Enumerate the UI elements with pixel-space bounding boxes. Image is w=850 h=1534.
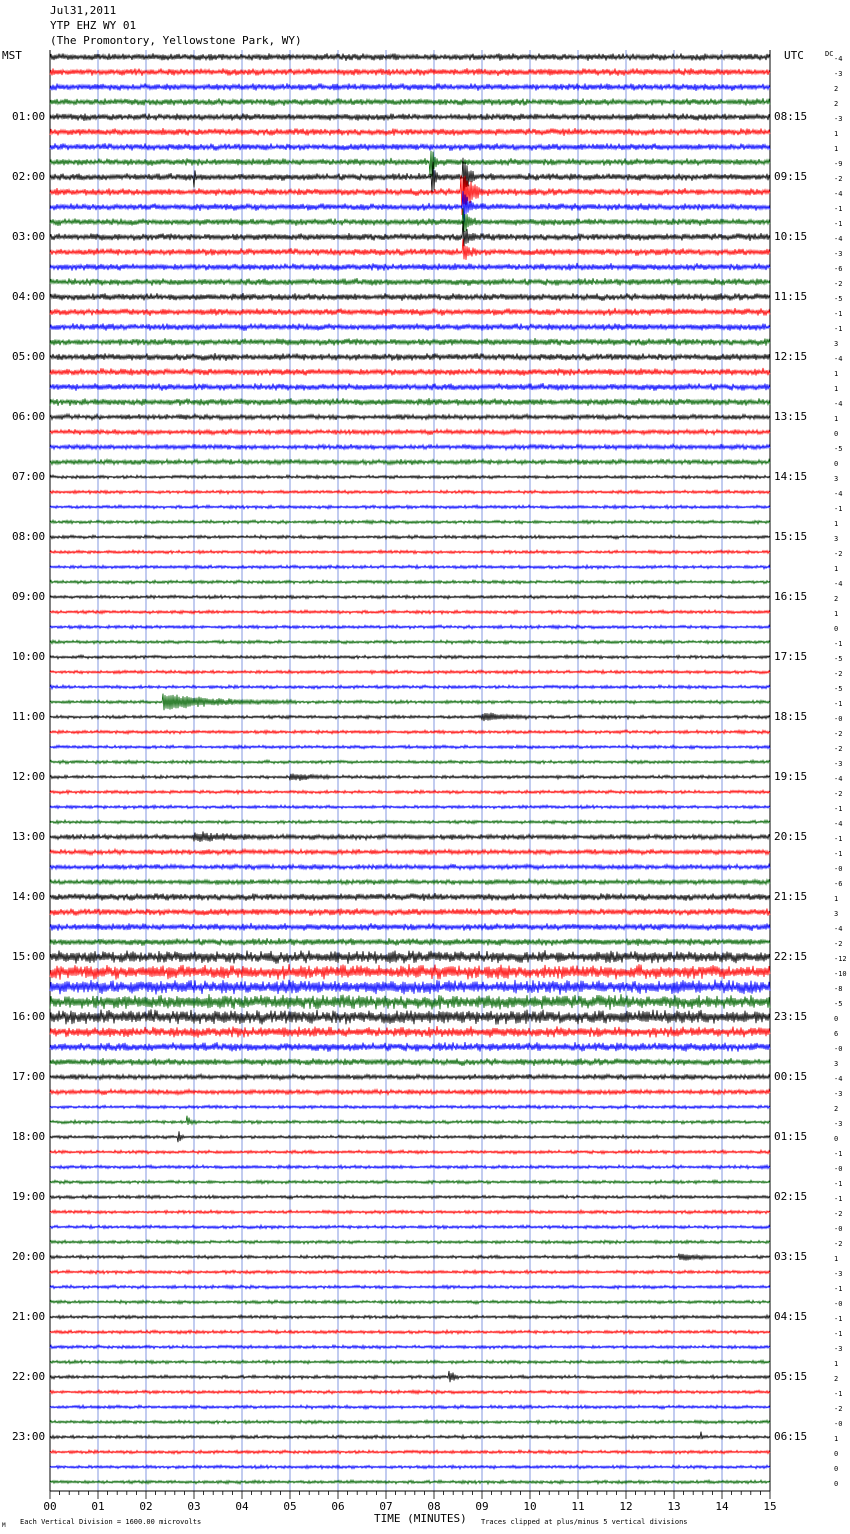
trace-row-79 (50, 1240, 770, 1244)
right-hour-label: 01:15 (774, 1130, 808, 1143)
trace-row-59 (50, 938, 770, 946)
dc-offset: -6 (834, 265, 843, 273)
left-hour-label: 08:00 (12, 530, 46, 543)
right-hour-label: 19:15 (774, 770, 808, 783)
dc-offset: 0 (834, 625, 839, 633)
dc-offset: -5 (834, 445, 843, 453)
right-hour-label: 17:15 (774, 650, 808, 663)
dc-offset: -3 (834, 70, 843, 78)
dc-offset: 1 (834, 895, 839, 903)
trace-row-67 (50, 1058, 770, 1066)
corner-mark: M (2, 1522, 6, 1529)
x-tick-label: 12 (619, 1500, 633, 1513)
trace-row-17 (50, 308, 770, 316)
dc-offset: -0 (834, 865, 843, 873)
trace-row-64 (50, 1009, 770, 1024)
trace-row-30 (50, 505, 770, 509)
trace-row-81 (50, 1270, 770, 1274)
right-hour-label: 13:15 (774, 410, 808, 423)
left-hour-label: 17:00 (12, 1070, 46, 1083)
right-hour-label: 20:15 (774, 830, 808, 843)
trace-row-4 (50, 113, 770, 121)
dc-offset: -3 (834, 760, 843, 768)
x-tick-label: 03 (187, 1500, 201, 1513)
left-hour-label: 04:00 (12, 290, 46, 303)
dc-offset: -4 (834, 400, 843, 408)
trace-row-32 (50, 535, 770, 539)
left-hour-label: 06:00 (12, 410, 46, 423)
dc-offset: -0 (834, 1300, 843, 1308)
trace-row-35 (50, 580, 770, 584)
plot-date: Jul31,2011 (50, 4, 117, 17)
dc-offset: -4 (834, 235, 843, 243)
trace-row-20 (50, 353, 770, 361)
trace-row-93 (50, 1450, 770, 1454)
trace-row-27 (50, 459, 770, 465)
trace-row-83 (50, 1300, 770, 1304)
dc-offset: -2 (834, 1240, 843, 1248)
dc-offset: -4 (834, 490, 843, 498)
left-hour-label: 12:00 (12, 770, 46, 783)
dc-offset: -2 (834, 175, 843, 183)
dc-offset: 2 (834, 1105, 839, 1113)
trace-row-53 (50, 849, 770, 855)
dc-offset: 6 (834, 1030, 839, 1038)
dc-offset: 0 (834, 1450, 839, 1458)
seismic-traces (50, 53, 770, 1484)
dc-offset: 0 (834, 1015, 839, 1023)
dc-offset: -1 (834, 1150, 843, 1158)
trace-row-2 (50, 83, 770, 91)
dc-offset: 1 (834, 1255, 839, 1263)
x-tick-label: 08 (427, 1500, 441, 1513)
x-axis-title: TIME (MINUTES) (374, 1512, 467, 1525)
trace-row-5 (50, 128, 770, 136)
dc-offset: -2 (834, 670, 843, 678)
right-hour-label: 21:15 (774, 890, 808, 903)
trace-row-22 (50, 383, 770, 391)
trace-row-66 (50, 1042, 770, 1052)
left-hour-label: 05:00 (12, 350, 46, 363)
dc-offset: 0 (834, 1480, 839, 1488)
left-hour-label: 22:00 (12, 1370, 46, 1383)
dc-offset: 2 (834, 1375, 839, 1383)
dc-offset: -0 (834, 1420, 843, 1428)
right-hour-label: 16:15 (774, 590, 808, 603)
dc-offset: 1 (834, 565, 839, 573)
dc-offset: -4 (834, 355, 843, 363)
dc-offset: -1 (834, 325, 843, 333)
trace-row-85 (50, 1330, 770, 1334)
x-tick-label: 09 (475, 1500, 489, 1513)
left-hour-label: 02:00 (12, 170, 46, 183)
trace-row-24 (50, 414, 770, 420)
dc-offset: -3 (834, 1120, 843, 1128)
dc-offset: -1 (834, 1195, 843, 1203)
dc-offset: -4 (834, 580, 843, 588)
dc-offset: -0 (834, 1165, 843, 1173)
trace-row-21 (50, 368, 770, 376)
trace-row-13 (50, 239, 770, 260)
x-tick-label: 14 (715, 1500, 729, 1513)
dc-offset: 1 (834, 1360, 839, 1368)
dc-label: DC (825, 50, 834, 58)
trace-row-54 (50, 864, 770, 870)
dc-offset: -6 (834, 880, 843, 888)
dc-offset: -4 (834, 925, 843, 933)
minute-gridlines (50, 50, 770, 1491)
dc-offset: -1 (834, 310, 843, 318)
left-hour-label: 23:00 (12, 1430, 46, 1443)
trace-row-84 (50, 1315, 770, 1319)
trace-row-49 (50, 790, 770, 794)
clip-note: Traces clipped at plus/minus 5 vertical divisions (481, 1518, 688, 1526)
dc-offset: -1 (834, 205, 843, 213)
right-hour-label: 08:15 (774, 110, 808, 123)
x-tick-label: 10 (523, 1500, 537, 1513)
left-hour-label: 03:00 (12, 230, 46, 243)
dc-offset: -3 (834, 250, 843, 258)
dc-offset: -3 (834, 1345, 843, 1353)
dc-offset: -4 (834, 1075, 843, 1083)
dc-offset: -2 (834, 745, 843, 753)
x-tick-label: 15 (763, 1500, 777, 1513)
trace-row-73 (50, 1150, 770, 1154)
trace-row-92 (50, 1432, 770, 1440)
trace-row-62 (50, 980, 770, 995)
trace-row-37 (50, 610, 770, 614)
right-hour-label: 10:15 (774, 230, 808, 243)
dc-offset: 1 (834, 520, 839, 528)
trace-row-55 (50, 879, 770, 885)
dc-offset: 1 (834, 610, 839, 618)
dc-offset: 2 (834, 100, 839, 108)
trace-row-6 (50, 143, 770, 151)
dc-offset: 0 (834, 430, 839, 438)
dc-offset: -3 (834, 1090, 843, 1098)
x-tick-label: 00 (43, 1500, 57, 1513)
left-hour-label: 09:00 (12, 590, 46, 603)
trace-row-40 (50, 655, 770, 659)
right-hour-label: 05:15 (774, 1370, 808, 1383)
dc-offset: -5 (834, 655, 843, 663)
dc-offset: 2 (834, 595, 839, 603)
right-hour-label: 12:15 (774, 350, 808, 363)
left-hour-label: 10:00 (12, 650, 46, 663)
dc-offset: -3 (834, 115, 843, 123)
dc-offset: 0 (834, 1135, 839, 1143)
dc-offset: 1 (834, 370, 839, 378)
dc-offset: -4 (834, 190, 843, 198)
right-hour-label: 22:15 (774, 950, 808, 963)
dc-offset: 1 (834, 130, 839, 138)
trace-row-50 (50, 805, 770, 809)
x-tick-label: 04 (235, 1500, 249, 1513)
trace-row-29 (50, 490, 770, 494)
trace-row-39 (50, 640, 770, 644)
trace-row-95 (50, 1480, 770, 1484)
dc-offset: -1 (834, 1180, 843, 1188)
dc-offset: 1 (834, 145, 839, 153)
left-hour-label: 15:00 (12, 950, 46, 963)
left-hour-label: 21:00 (12, 1310, 46, 1323)
trace-row-23 (50, 398, 770, 406)
x-tick-label: 06 (331, 1500, 345, 1513)
trace-row-28 (50, 475, 770, 479)
trace-row-74 (50, 1165, 770, 1169)
left-hour-label: 07:00 (12, 470, 46, 483)
dc-offset: -1 (834, 700, 843, 708)
trace-row-78 (50, 1225, 770, 1229)
dc-offset: -1 (834, 1390, 843, 1398)
trace-row-7 (50, 151, 770, 177)
right-hour-label: 03:15 (774, 1250, 808, 1263)
trace-row-76 (50, 1195, 770, 1199)
right-hour-label: 15:15 (774, 530, 808, 543)
trace-row-65 (50, 1026, 770, 1038)
trace-row-56 (50, 893, 770, 901)
dc-offset: 0 (834, 460, 839, 468)
trace-row-43 (50, 694, 770, 711)
dc-offset: -1 (834, 850, 843, 858)
dc-offset: 1 (834, 415, 839, 423)
trace-row-15 (50, 278, 770, 286)
station-code: YTP EHZ WY 01 (50, 19, 137, 32)
dc-offset: -2 (834, 730, 843, 738)
dc-offset: -1 (834, 1315, 843, 1323)
dc-offset: -4 (834, 55, 843, 63)
left-hour-label: 13:00 (12, 830, 46, 843)
dc-offset: -1 (834, 640, 843, 648)
trace-row-87 (50, 1360, 770, 1364)
scale-note: Each Vertical Division = 1600.00 microvolts (20, 1518, 202, 1526)
left-hour-label: 14:00 (12, 890, 46, 903)
left-hour-label: 11:00 (12, 710, 46, 723)
right-hour-label: 09:15 (774, 170, 808, 183)
trace-row-58 (50, 923, 770, 931)
station-location: (The Promontory, Yellowstone Park, WY) (50, 34, 302, 47)
trace-row-94 (50, 1465, 770, 1469)
dc-offset: -2 (834, 550, 843, 558)
trace-row-42 (50, 685, 770, 689)
trace-row-88 (50, 1371, 770, 1382)
dc-offset: -4 (834, 820, 843, 828)
trace-row-71 (50, 1116, 770, 1125)
dc-offset: -9 (834, 160, 843, 168)
right-hour-label: 06:15 (774, 1430, 808, 1443)
dc-offset: -5 (834, 1000, 843, 1008)
trace-row-69 (50, 1089, 770, 1095)
dc-offset: -2 (834, 280, 843, 288)
trace-row-68 (50, 1074, 770, 1080)
trace-row-75 (50, 1180, 770, 1184)
dc-offset: -4 (834, 775, 843, 783)
dc-offset: 3 (834, 535, 839, 543)
dc-offset: -1 (834, 505, 843, 513)
dc-offset: 3 (834, 340, 839, 348)
dc-offset: 0 (834, 1465, 839, 1473)
left-axis-label: MST (2, 49, 22, 62)
trace-row-89 (50, 1390, 770, 1394)
dc-offset: -2 (834, 1210, 843, 1218)
trace-row-72 (50, 1131, 770, 1142)
right-hour-label: 23:15 (774, 1010, 808, 1023)
dc-offset: -2 (834, 1405, 843, 1413)
trace-row-82 (50, 1285, 770, 1289)
x-tick-label: 01 (91, 1500, 105, 1513)
trace-row-19 (50, 338, 770, 346)
trace-row-41 (50, 670, 770, 674)
trace-row-86 (50, 1345, 770, 1349)
trace-row-47 (50, 760, 770, 764)
trace-row-91 (50, 1420, 770, 1424)
trace-row-80 (50, 1254, 770, 1261)
dc-offset: -8 (834, 985, 843, 993)
right-hour-label: 02:15 (774, 1190, 808, 1203)
x-tick-label: 11 (571, 1500, 585, 1513)
trace-row-57 (50, 908, 770, 916)
right-hour-label: 04:15 (774, 1310, 808, 1323)
trace-row-44 (50, 713, 770, 721)
trace-row-52 (50, 831, 770, 842)
trace-row-46 (50, 745, 770, 749)
dc-offset: -3 (834, 1270, 843, 1278)
right-axis-label: UTC (784, 49, 804, 62)
left-hour-label: 20:00 (12, 1250, 46, 1263)
dc-offset: -1 (834, 1285, 843, 1293)
trace-row-14 (50, 263, 770, 271)
dc-offset: -10 (834, 970, 847, 978)
dc-offset: 1 (834, 1435, 839, 1443)
trace-row-33 (50, 550, 770, 554)
dc-offset: -5 (834, 685, 843, 693)
trace-row-77 (50, 1210, 770, 1214)
trace-row-36 (50, 595, 770, 599)
x-tick-label: 13 (667, 1500, 681, 1513)
dc-offset: -1 (834, 835, 843, 843)
right-hour-label: 00:15 (774, 1070, 808, 1083)
x-tick-label: 05 (283, 1500, 297, 1513)
dc-offset: -12 (834, 955, 847, 963)
trace-row-25 (50, 429, 770, 435)
trace-row-16 (50, 293, 770, 301)
trace-row-90 (50, 1405, 770, 1409)
dc-offset: -0 (834, 1045, 843, 1053)
dc-offset: 3 (834, 475, 839, 483)
trace-row-48 (50, 774, 770, 781)
trace-row-34 (50, 565, 770, 569)
dc-offset: -2 (834, 940, 843, 948)
dc-offset: -2 (834, 790, 843, 798)
right-hour-label: 14:15 (774, 470, 808, 483)
trace-row-0 (50, 53, 770, 61)
dc-offset: 2 (834, 85, 839, 93)
trace-row-11 (50, 208, 770, 232)
x-tick-label: 07 (379, 1500, 393, 1513)
trace-row-38 (50, 625, 770, 629)
dc-offset: 1 (834, 385, 839, 393)
trace-row-70 (50, 1105, 770, 1109)
right-hour-label: 11:15 (774, 290, 808, 303)
dc-offset: -5 (834, 295, 843, 303)
trace-row-31 (50, 520, 770, 524)
trace-row-1 (50, 68, 770, 76)
time-axis (43, 1491, 776, 1513)
dc-offset: -0 (834, 1225, 843, 1233)
left-hour-label: 16:00 (12, 1010, 46, 1023)
trace-row-26 (50, 444, 770, 450)
dc-offset: 3 (834, 1060, 839, 1068)
dc-offset: -0 (834, 715, 843, 723)
trace-row-63 (50, 994, 770, 1010)
dc-offset: -1 (834, 1330, 843, 1338)
trace-row-45 (50, 730, 770, 734)
trace-row-18 (50, 323, 770, 331)
trace-row-3 (50, 98, 770, 106)
dc-offset: 3 (834, 910, 839, 918)
dc-offset: -1 (834, 805, 843, 813)
trace-row-61 (50, 964, 770, 980)
left-hour-label: 01:00 (12, 110, 46, 123)
left-hour-label: 18:00 (12, 1130, 46, 1143)
trace-row-10 (50, 191, 770, 226)
x-tick-label: 02 (139, 1500, 153, 1513)
trace-row-51 (50, 820, 770, 824)
left-hour-label: 19:00 (12, 1190, 46, 1203)
trace-row-60 (50, 950, 770, 964)
dc-offset: -1 (834, 220, 843, 228)
right-hour-label: 18:15 (774, 710, 808, 723)
